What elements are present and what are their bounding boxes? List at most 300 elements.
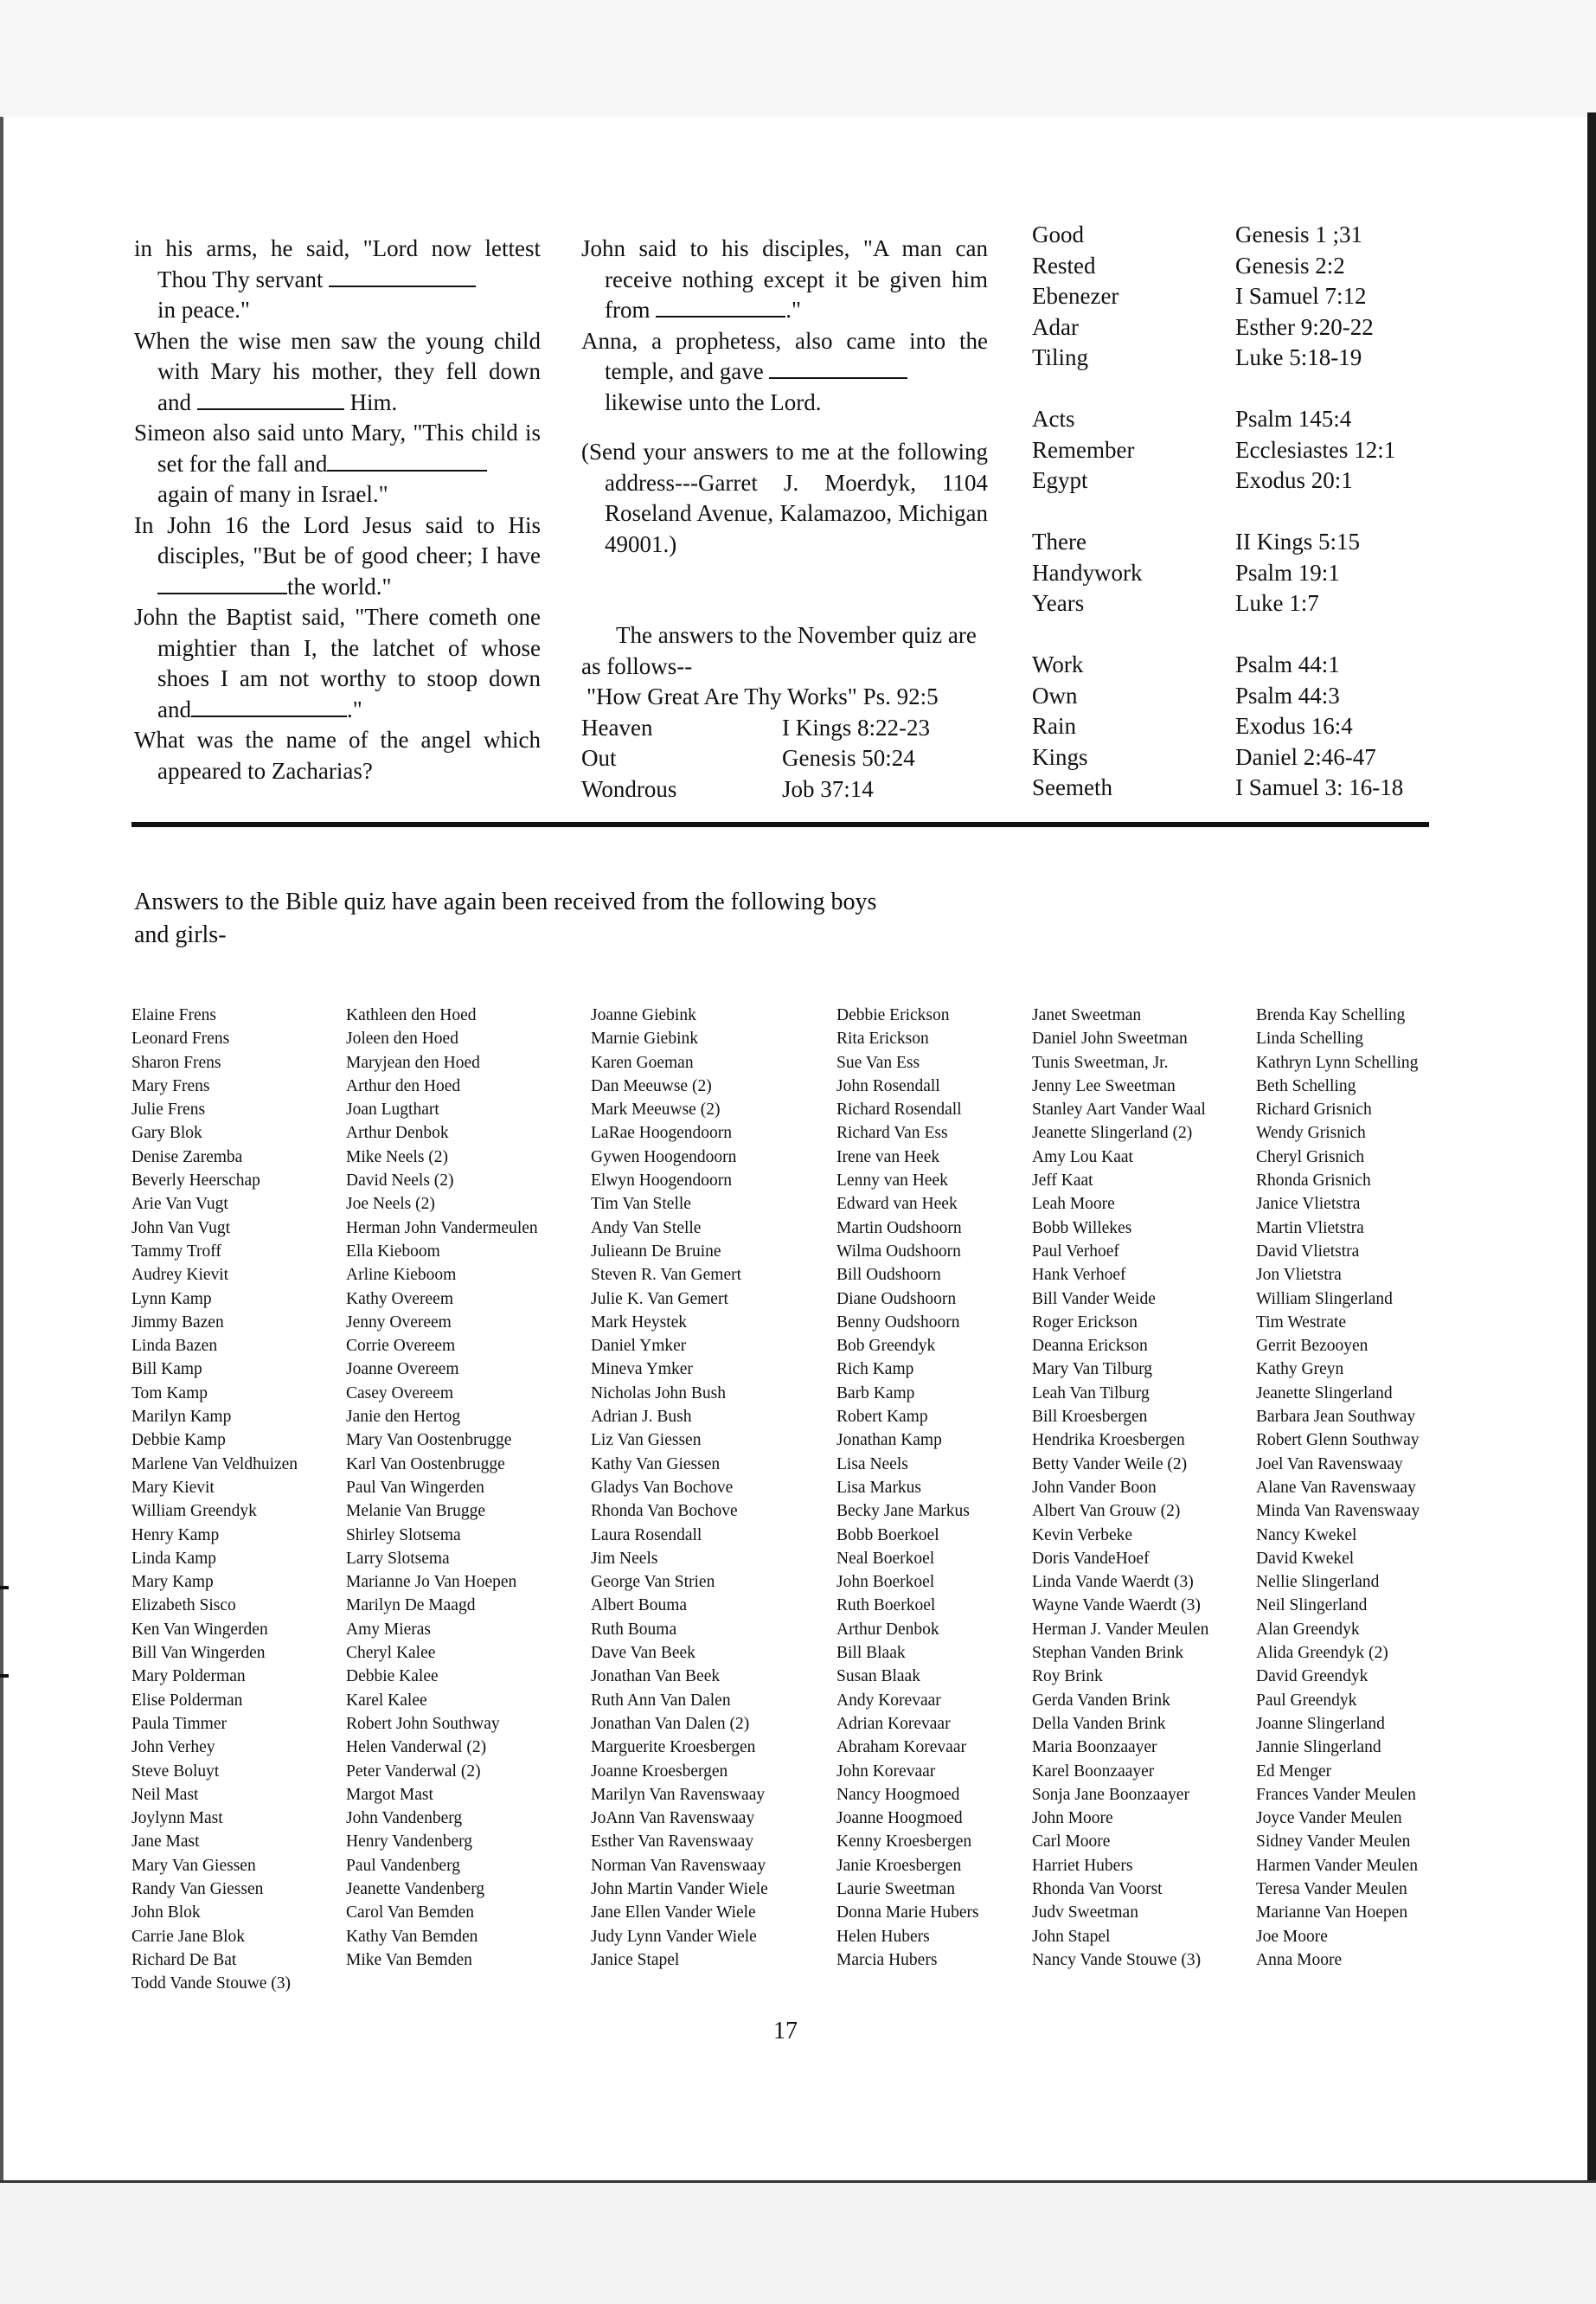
- answer-row: Rested Genesis 2:2: [1032, 252, 1345, 279]
- quiz-question: John the Baptist said, "There cometh one mightier than I, the latchet of whose shoes I am not worthy to stoop down and .": [134, 604, 541, 722]
- name-list-item: Arthur Denbok: [836, 1620, 939, 1639]
- name-list-item: Joanne Slingerland: [1256, 1714, 1385, 1733]
- name-list-item: Peter Vanderwal (2): [346, 1762, 481, 1781]
- name-list-item: JoAnn Van Ravenswaay: [591, 1809, 755, 1828]
- answer-row: Handywork Psalm 19:1: [1032, 559, 1340, 586]
- name-list-item: Melanie Van Brugge: [346, 1502, 486, 1521]
- name-list-item: Nancy Kwekel: [1256, 1525, 1357, 1544]
- name-list-item: Leonard Frens: [131, 1030, 230, 1049]
- answer-row: Ebenezer I Samuel 7:12: [1032, 283, 1367, 309]
- name-list-item: Gladys Van Bochove: [591, 1478, 734, 1497]
- name-list-item: Amy Lou Kaat: [1032, 1147, 1133, 1166]
- name-list-item: Joan Lugthart: [346, 1101, 439, 1120]
- answer-row: Egypt Exodus 20:1: [1032, 467, 1353, 493]
- name-list-item: Randy Van Giessen: [131, 1879, 264, 1898]
- name-list-item: John Blok: [131, 1903, 201, 1922]
- name-list-item: Richard Van Ess: [836, 1124, 948, 1143]
- answer-row: Seemeth I Samuel 3: 16-18: [1032, 774, 1404, 800]
- name-list-item: Jane Mast: [131, 1832, 200, 1852]
- quiz-column-middle: [581, 234, 988, 805]
- name-list-item: Tammy Troff: [131, 1242, 221, 1261]
- names-column-6: [1256, 1004, 1420, 1972]
- name-list-item: Julie K. Van Gemert: [591, 1289, 728, 1308]
- name-list-item: Helen Vanderwal (2): [346, 1738, 487, 1757]
- name-list-item: Ruth Ann Van Dalen: [591, 1691, 731, 1710]
- name-list-item: Jannie Slingerland: [1256, 1738, 1381, 1757]
- name-list-item: Anna Moore: [1256, 1950, 1343, 1969]
- name-list-item: Todd Vande Stouwe (3): [131, 1974, 292, 1993]
- name-list-item: Mike Neels (2): [346, 1147, 449, 1166]
- quiz-question: In John 16 the Lord Jesus said to His disciples, "But be of good cheer; I havethe world.": [134, 511, 541, 600]
- name-list-item: Tim Van Stelle: [591, 1195, 691, 1214]
- name-list-item: Paula Timmer: [131, 1714, 227, 1733]
- name-list-item: Paul Van Wingerden: [346, 1478, 484, 1497]
- name-list-item: Roger Erickson: [1032, 1312, 1138, 1332]
- name-list-item: Laurie Sweetman: [836, 1879, 955, 1898]
- name-list-item: David Neels (2): [346, 1171, 454, 1191]
- answer-row: Tiling Luke 5:18-19: [1032, 344, 1362, 370]
- name-list-item: Kathleen den Hoed: [346, 1006, 477, 1024]
- name-list-item: Neal Boerkoel: [836, 1549, 935, 1568]
- name-list-item: John Vander Boon: [1032, 1478, 1157, 1497]
- name-list-item: Harriet Hubers: [1032, 1856, 1133, 1875]
- name-list-item: Marilyn De Maagd: [346, 1596, 476, 1615]
- name-list-item: Lenny van Heek: [836, 1171, 948, 1191]
- name-list-item: Joe Neels (2): [346, 1195, 435, 1214]
- name-list-item: Arie Van Vugt: [131, 1195, 228, 1214]
- quiz-question: Simeon also said unto Mary, "This child is set for the fall and again of many in Israel.": [134, 420, 541, 507]
- name-list-item: Norman Van Ravenswaay: [591, 1856, 766, 1875]
- name-list-item: David Vlietstra: [1256, 1242, 1360, 1261]
- name-list-item: Corrie Overeem: [346, 1337, 456, 1356]
- name-list-item: Ella Kieboom: [346, 1242, 440, 1261]
- name-list-item: George Van Strien: [591, 1573, 715, 1592]
- name-list-item: Cheryl Grisnich: [1256, 1147, 1365, 1166]
- name-list-item: John Van Vugt: [131, 1218, 231, 1237]
- name-list-item: Jeff Kaat: [1032, 1171, 1093, 1191]
- name-list-item: Cheryl Kalee: [346, 1644, 436, 1663]
- name-list-item: Irene van Heek: [836, 1147, 940, 1166]
- name-list-item: Sidney Vander Meulen: [1256, 1832, 1411, 1852]
- name-list-item: Joleen den Hoed: [346, 1030, 458, 1049]
- name-list-item: Dan Meeuwse (2): [591, 1076, 712, 1095]
- name-list-item: Denise Zaremba: [131, 1147, 243, 1166]
- name-list-item: John Moore: [1032, 1809, 1113, 1828]
- name-list-item: Ruth Boerkoel: [836, 1596, 936, 1615]
- section-divider: [131, 822, 1429, 827]
- name-list-item: Kathy Greyn: [1256, 1360, 1344, 1379]
- name-list-item: Esther Van Ravenswaay: [591, 1832, 754, 1852]
- name-list-item: Marlene Van Veldhuizen: [131, 1454, 298, 1473]
- answer-row: Years Luke 1:7: [1032, 590, 1319, 616]
- name-list-item: Della Vanden Brink: [1032, 1714, 1166, 1733]
- name-list-item: Henry Vandenberg: [346, 1832, 473, 1852]
- name-list-item: Linda Bazen: [131, 1337, 218, 1356]
- name-list-item: Karel Boonzaayer: [1032, 1762, 1155, 1781]
- name-list-item: Shirley Slotsema: [346, 1525, 461, 1544]
- quiz-column-left: [134, 234, 541, 786]
- name-list-item: Arthur den Hoed: [346, 1076, 461, 1095]
- name-list-item: John Rosendall: [836, 1076, 940, 1095]
- name-list-item: Rich Kamp: [836, 1360, 914, 1379]
- name-list-item: Donna Marie Hubers: [836, 1903, 979, 1922]
- name-list-item: Mark Meeuwse (2): [591, 1101, 721, 1120]
- name-list-item: Adrian Korevaar: [836, 1714, 951, 1733]
- name-list-item: Arline Kieboom: [346, 1266, 457, 1285]
- quiz-question: What was the name of the angel which appeared to Zacharias?: [134, 727, 541, 784]
- name-list-item: Bill Van Wingerden: [131, 1644, 266, 1663]
- quiz-question: in his arms, he said, "Lord now lettest Thou Thy servant in peace.": [134, 235, 541, 323]
- name-list-item: Minda Van Ravenswaay: [1256, 1502, 1420, 1521]
- name-list-item: Jonathan Kamp: [836, 1431, 942, 1450]
- name-list-item: Richard Rosendall: [836, 1101, 962, 1120]
- name-list-item: Judy Lynn Vander Wiele: [591, 1927, 757, 1946]
- name-list-item: Joyce Vander Meulen: [1256, 1809, 1402, 1828]
- answer-row-gap: [1032, 374, 1403, 405]
- scan-top-margin: [0, 0, 1596, 117]
- name-list-item: Tunis Sweetman, Jr.: [1032, 1053, 1169, 1072]
- name-list-item: Beverly Heerschap: [131, 1171, 260, 1191]
- name-list-item: John Vandenberg: [346, 1809, 463, 1828]
- name-list-item: Stanley Aart Vander Waal: [1032, 1101, 1206, 1120]
- name-list-item: Karel Kalee: [346, 1691, 427, 1710]
- name-list-item: Elise Polderman: [131, 1691, 243, 1710]
- name-list-item: Rita Erickson: [836, 1030, 929, 1049]
- name-list-item: Jonathan Van Beek: [591, 1667, 721, 1686]
- name-list-item: Marianne Jo Van Hoepen: [346, 1573, 517, 1592]
- name-list-item: Maria Boonzaayer: [1032, 1738, 1157, 1757]
- scan-bottom-margin: [0, 2180, 1596, 2304]
- answer-row: Adar Esther 9:20-22: [1032, 313, 1374, 340]
- name-list-item: Linda Vande Waerdt (3): [1032, 1573, 1194, 1592]
- name-list-item: Joylynn Mast: [131, 1809, 223, 1828]
- name-list-item: Marguerite Kroesbergen: [591, 1738, 756, 1757]
- answer-row: Wondrous Job 37:14: [581, 775, 874, 802]
- answers-column-right: [1032, 220, 1430, 804]
- name-list-item: Rhonda Van Bochove: [591, 1502, 738, 1521]
- name-list-item: Mark Heystek: [591, 1312, 688, 1332]
- name-list-item: Ken Van Wingerden: [131, 1620, 268, 1639]
- name-list-item: Elaine Frens: [131, 1006, 217, 1024]
- name-list-item: Bob Greendyk: [836, 1337, 936, 1356]
- name-list-item: Richard Grisnich: [1256, 1101, 1372, 1120]
- name-list-item: Lynn Kamp: [131, 1289, 212, 1308]
- name-list-item: Bill Kroesbergen: [1032, 1408, 1148, 1427]
- name-list-item: Marilyn Kamp: [131, 1408, 232, 1427]
- name-list-item: Stephan Vanden Brink: [1032, 1644, 1184, 1663]
- name-list-item: Larry Slotsema: [346, 1549, 450, 1568]
- name-list-item: Richard De Bat: [131, 1950, 237, 1969]
- name-list-item: Janet Sweetman: [1032, 1006, 1142, 1024]
- name-list-item: David Kwekel: [1256, 1549, 1355, 1568]
- name-list-item: Kevin Verbeke: [1032, 1525, 1133, 1544]
- name-list-item: Jane Ellen Vander Wiele: [591, 1903, 756, 1922]
- answer-row: Kings Daniel 2:46-47: [1032, 743, 1376, 770]
- answer-row: Out Genesis 50:24: [581, 745, 915, 771]
- name-list-item: Barbara Jean Southway: [1256, 1408, 1416, 1427]
- name-list-item: Mary Kievit: [131, 1478, 215, 1497]
- scan-right-edge: [1587, 112, 1596, 2189]
- name-list-item: Nellie Slingerland: [1256, 1573, 1380, 1592]
- name-list-item: Diane Oudshoorn: [836, 1289, 957, 1308]
- name-list-item: Sue Van Ess: [836, 1053, 920, 1072]
- name-list-item: Karen Goeman: [591, 1053, 694, 1072]
- scan-edge-mark: [0, 1586, 9, 1589]
- name-list-item: Elizabeth Sisco: [131, 1596, 236, 1615]
- answer-row: Heaven I Kings 8:22-23: [581, 714, 930, 741]
- name-list-item: Debbie Kamp: [131, 1431, 226, 1450]
- name-list-item: Leah Moore: [1032, 1195, 1115, 1214]
- names-column-3: [591, 1004, 768, 1972]
- name-list-item: Jeanette Vandenberg: [346, 1879, 485, 1898]
- name-list-item: Kathryn Lynn Schelling: [1256, 1053, 1419, 1072]
- name-list-item: Amy Mieras: [346, 1620, 432, 1639]
- name-list-item: Gary Blok: [131, 1124, 202, 1143]
- name-list-item: Albert Van Grouw (2): [1032, 1502, 1181, 1521]
- answer-row: Own Psalm 44:3: [1032, 682, 1340, 709]
- name-list-item: Andy Van Stelle: [591, 1218, 702, 1237]
- name-list-item: Margot Mast: [346, 1785, 433, 1804]
- name-list-item: Jeanette Slingerland (2): [1032, 1124, 1193, 1143]
- name-list-item: Bill Kamp: [131, 1360, 202, 1379]
- scan-edge-mark: [0, 1674, 9, 1678]
- name-list-item: Kenny Kroesbergen: [836, 1832, 972, 1852]
- name-list-item: Kathy Van Giessen: [591, 1454, 721, 1473]
- name-list-item: Casey Overeem: [346, 1383, 453, 1402]
- name-list-item: Mike Van Bemden: [346, 1950, 472, 1969]
- name-list-item: Lisa Neels: [836, 1454, 908, 1473]
- names-column-4: [836, 1004, 979, 1972]
- name-list-item: Brenda Kay Schelling: [1256, 1006, 1406, 1024]
- name-list-item: Jon Vlietstra: [1256, 1266, 1342, 1285]
- name-list-item: John Boerkoel: [836, 1573, 935, 1592]
- name-list-item: Linda Kamp: [131, 1549, 217, 1568]
- name-list-item: Frances Vander Meulen: [1256, 1785, 1416, 1804]
- name-list-item: Bobb Willekes: [1032, 1218, 1132, 1237]
- name-list-item: Jenny Lee Sweetman: [1032, 1076, 1176, 1095]
- name-list-item: Leah Van Tilburg: [1032, 1383, 1150, 1402]
- name-list-item: Jeanette Slingerland: [1256, 1383, 1393, 1402]
- name-list-item: Steven R. Van Gemert: [591, 1266, 742, 1285]
- name-list-item: Kathy Van Bemden: [346, 1927, 478, 1946]
- name-list-item: Marnie Giebink: [591, 1030, 699, 1049]
- answer-row: Acts Psalm 145:4: [1032, 406, 1352, 432]
- name-list-item: Debbie Erickson: [836, 1006, 950, 1024]
- answers-table-middle: [581, 713, 930, 805]
- name-list-item: Alane Van Ravenswaay: [1256, 1478, 1416, 1497]
- name-list-item: Dave Van Beek: [591, 1644, 695, 1663]
- name-list-item: Edward van Heek: [836, 1195, 958, 1214]
- name-list-item: Joanne Giebink: [591, 1006, 696, 1024]
- name-list-item: Doris VandeHoef: [1032, 1549, 1150, 1568]
- name-list-item: Audrey Kievit: [131, 1266, 229, 1285]
- name-list-item: Herman John Vandermeulen: [346, 1218, 538, 1237]
- name-list-item: Julie Frens: [131, 1101, 206, 1120]
- name-list-item: Robert Glenn Southway: [1256, 1431, 1420, 1450]
- name-list-item: Julieann De Bruine: [591, 1242, 721, 1261]
- name-list-item: Roy Brink: [1032, 1667, 1103, 1686]
- name-list-item: Carol Van Bemden: [346, 1903, 475, 1922]
- name-list-item: Janie Kroesbergen: [836, 1856, 962, 1875]
- name-list-item: Tom Kamp: [131, 1383, 208, 1402]
- quiz-question: John said to his disciples, "A man can receive nothing except it be given him from .": [581, 235, 988, 323]
- name-list-item: Marilyn Van Ravenswaay: [591, 1785, 766, 1804]
- names-column-1: [131, 1004, 298, 1995]
- name-list-item: Mary Polderman: [131, 1667, 246, 1686]
- name-list-item: Robert Kamp: [836, 1408, 928, 1427]
- name-list-item: Carl Moore: [1032, 1832, 1111, 1852]
- name-list-item: Paul Verhoef: [1032, 1242, 1119, 1261]
- name-list-item: Wilma Oudshoorn: [836, 1242, 961, 1261]
- name-list-item: Adrian J. Bush: [591, 1408, 692, 1427]
- name-list-item: Sharon Frens: [131, 1053, 221, 1072]
- name-list-item: Joel Van Ravenswaay: [1256, 1454, 1403, 1473]
- name-list-item: Gerda Vanden Brink: [1032, 1691, 1170, 1710]
- name-list-item: Karl Van Oostenbrugge: [346, 1454, 505, 1473]
- name-list-item: Abraham Korevaar: [836, 1738, 966, 1757]
- name-list-item: Ed Menger: [1256, 1762, 1332, 1781]
- page-number: 17: [773, 2018, 798, 2044]
- name-list-item: Ruth Bouma: [591, 1620, 677, 1639]
- name-list-item: Daniel Ymker: [591, 1337, 687, 1356]
- answer-row: Rain Exodus 16:4: [1032, 713, 1353, 739]
- name-list-item: Herman J. Vander Meulen: [1032, 1620, 1209, 1639]
- quiz-question: When the wise men saw the young child with Mary his mother, they fell down and Him.: [134, 327, 541, 415]
- name-list-item: Alan Greendyk: [1256, 1620, 1360, 1639]
- name-list-item: Mineva Ymker: [591, 1360, 693, 1379]
- name-list-item: Mary Van Tilburg: [1032, 1360, 1153, 1379]
- scan-left-edge: [0, 117, 3, 2189]
- name-list-item: Lisa Markus: [836, 1478, 922, 1497]
- name-list-item: Linda Schelling: [1256, 1030, 1364, 1049]
- name-list-item: Nancy Vande Stouwe (3): [1032, 1950, 1202, 1969]
- name-list-item: Jim Neels: [591, 1549, 658, 1568]
- name-list-item: Teresa Vander Meulen: [1256, 1879, 1407, 1898]
- name-list-item: Deanna Erickson: [1032, 1337, 1148, 1356]
- name-list-item: John Martin Vander Wiele: [591, 1879, 768, 1898]
- name-list-item: Henry Kamp: [131, 1525, 220, 1544]
- name-list-item: Nicholas John Bush: [591, 1383, 726, 1402]
- name-list-item: Carrie Jane Blok: [131, 1927, 246, 1946]
- name-list-item: Nancy Hoogmoed: [836, 1785, 960, 1804]
- name-list-item: Bobb Boerkoel: [836, 1525, 939, 1544]
- name-list-item: Laura Rosendall: [591, 1525, 702, 1544]
- name-list-item: Janie den Hertog: [346, 1408, 461, 1427]
- name-list-item: Liz Van Giessen: [591, 1431, 702, 1450]
- name-list-item: Kathy Overeem: [346, 1289, 453, 1308]
- name-list-item: Janice Vlietstra: [1256, 1195, 1361, 1214]
- name-list-item: Paul Vandenberg: [346, 1856, 460, 1875]
- name-list-item: William Greendyk: [131, 1502, 257, 1521]
- name-list-item: Jimmy Bazen: [131, 1312, 224, 1332]
- name-list-item: Helen Hubers: [836, 1927, 930, 1946]
- name-list-item: Benny Oudshoorn: [836, 1312, 960, 1332]
- name-list-item: Janice Stapel: [591, 1950, 680, 1969]
- name-list-item: John Korevaar: [836, 1762, 936, 1781]
- name-list-item: Albert Bouma: [591, 1596, 688, 1615]
- name-list-item: Neil Slingerland: [1256, 1596, 1368, 1615]
- name-list-item: Marianne Van Hoepen: [1256, 1903, 1408, 1922]
- name-list-item: Judv Sweetman: [1032, 1903, 1138, 1922]
- name-list-item: Martin Vlietstra: [1256, 1218, 1364, 1237]
- name-list-item: Rhonda Grisnich: [1256, 1171, 1371, 1191]
- name-list-item: Paul Greendyk: [1256, 1691, 1357, 1710]
- answer-row: Work Psalm 44:1: [1032, 651, 1340, 677]
- name-list-item: Andy Korevaar: [836, 1691, 941, 1710]
- answers-table-right: [1032, 220, 1403, 804]
- name-list-item: Martin Oudshoorn: [836, 1218, 962, 1237]
- name-list-item: LaRae Hoogendoorn: [591, 1124, 732, 1143]
- answer-row: Good Genesis 1 ;31: [1032, 221, 1362, 247]
- name-list-item: Hendrika Kroesbergen: [1032, 1431, 1185, 1450]
- name-list-item: Elwyn Hoogendoorn: [591, 1171, 733, 1191]
- name-list-item: Betty Vander Weile (2): [1032, 1454, 1188, 1473]
- names-column-5: [1032, 1004, 1208, 1972]
- name-list-item: Jonathan Van Dalen (2): [591, 1714, 750, 1733]
- name-list-item: Debbie Kalee: [346, 1667, 439, 1686]
- name-list-item: Bill Vander Weide: [1032, 1289, 1156, 1308]
- name-list-item: Mary Kamp: [131, 1573, 214, 1592]
- name-list-item: Joanne Kroesbergen: [591, 1762, 728, 1781]
- name-list-item: Mary Van Giessen: [131, 1856, 256, 1875]
- send-note: (Send your answers to me at the following address---Garret J. Moerdyk, 1104 Roseland Avenue, Kalamazoo, Michigan 49001.): [581, 439, 988, 557]
- name-list-item: Wendy Grisnich: [1256, 1124, 1366, 1143]
- name-list-item: Joanne Hoogmoed: [836, 1809, 963, 1828]
- name-list-item: William Slingerland: [1256, 1289, 1393, 1308]
- received-intro: Answers to the Bible quiz have again been received from the following boys and girls-: [134, 889, 877, 948]
- answer-row: There II Kings 5:15: [1032, 529, 1360, 555]
- name-list-item: Wayne Vande Waerdt (3): [1032, 1596, 1201, 1615]
- name-list-item: Susan Blaak: [836, 1667, 920, 1686]
- name-list-item: Gerrit Bezooyen: [1256, 1337, 1368, 1356]
- name-list-item: John Stapel: [1032, 1927, 1111, 1946]
- name-list-item: Neil Mast: [131, 1785, 199, 1804]
- name-list-item: Arthur Denbok: [346, 1124, 449, 1143]
- name-list-item: Joanne Overeem: [346, 1360, 459, 1379]
- name-list-item: Maryjean den Hoed: [346, 1053, 480, 1072]
- name-list-item: Daniel John Sweetman: [1032, 1030, 1188, 1049]
- name-list-item: Joe Moore: [1256, 1927, 1328, 1946]
- name-list-item: Alida Greendyk (2): [1256, 1644, 1388, 1663]
- name-list-item: Beth Schelling: [1256, 1076, 1356, 1095]
- name-list-item: Gywen Hoogendoorn: [591, 1147, 737, 1166]
- name-list-item: Bill Blaak: [836, 1644, 906, 1663]
- name-list-item: Harmen Vander Meulen: [1256, 1856, 1418, 1875]
- answers-title: "How Great Are Thy Works" Ps. 92:5: [586, 683, 939, 709]
- name-list-item: David Greendyk: [1256, 1667, 1368, 1686]
- name-list-item: John Verhey: [131, 1738, 215, 1757]
- answers-intro: The answers to the November quiz are as follows--: [581, 622, 977, 679]
- name-list-item: Robert John Southway: [346, 1714, 500, 1733]
- name-list-item: Mary Van Oostenbrugge: [346, 1431, 512, 1450]
- name-list-item: Becky Jane Markus: [836, 1502, 970, 1521]
- name-list-item: Steve Boluyt: [131, 1762, 220, 1781]
- name-list-item: Mary Frens: [131, 1076, 210, 1095]
- name-list-item: Sonja Jane Boonzaayer: [1032, 1785, 1189, 1804]
- quiz-question: Anna, a prophetess, also came into the temple, and gave likewise unto the Lord.: [581, 327, 988, 415]
- answer-row-gap: [1032, 619, 1403, 651]
- answer-row-gap: [1032, 497, 1403, 528]
- name-list-item: Bill Oudshoorn: [836, 1266, 941, 1285]
- answer-row: Remember Ecclesiastes 12:1: [1032, 436, 1396, 463]
- name-list-item: Barb Kamp: [836, 1383, 915, 1402]
- name-list-item: Marcia Hubers: [836, 1950, 938, 1969]
- name-list-item: Hank Verhoef: [1032, 1266, 1126, 1285]
- name-list-item: Tim Westrate: [1256, 1312, 1347, 1332]
- names-column-2: [346, 1004, 538, 1972]
- name-list-item: Rhonda Van Voorst: [1032, 1879, 1163, 1898]
- name-list-item: Jenny Overeem: [346, 1312, 452, 1332]
